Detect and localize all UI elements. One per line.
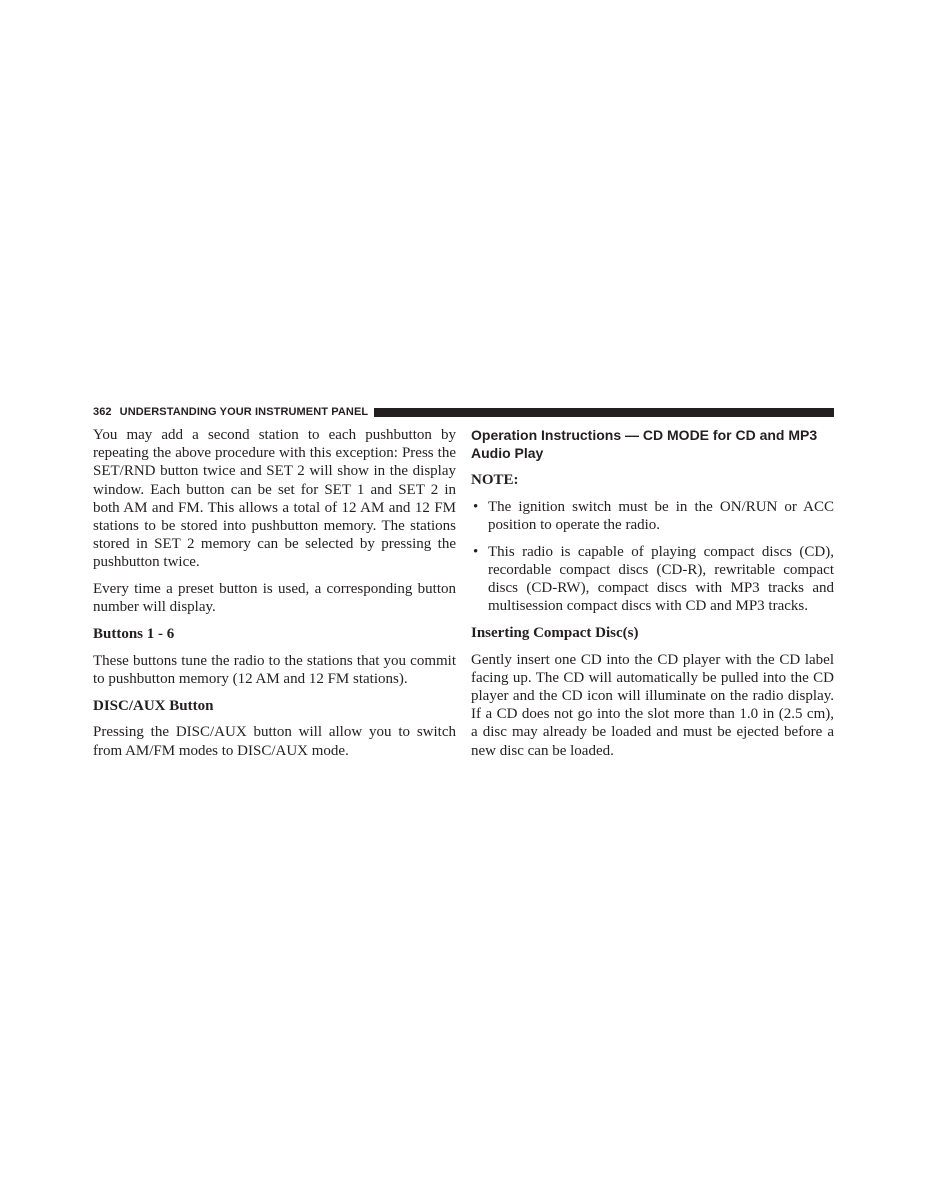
paragraph-inserting-discs: Gently insert one CD into the CD player with the CD label facing up. The CD will automatically be pulled into the CD player and the CD icon will illuminate on the radio display. If a CD does not go into the slot more than 1.0 in (2.5 cm), a disc may already be loaded and must be ejected before a new disc can be loaded. [471,651,834,759]
heading-buttons-1-6: Buttons 1 - 6 [93,626,175,643]
bullet-icon: • [473,543,479,560]
bullet-text: The ignition switch must be in the ON/RUN or ACC position to operate the radio. [488,498,834,533]
list-item [471,498,834,534]
paragraph-second-station: You may add a second station to each pushbutton by repeating the above procedure with this exception: Press the SET/RND button twice and SET 2 will show in the display window. Each button can be set for SET 1 and SET 2 in both AM and FM. This allows a total of 12 AM and 12 FM stations to be stored into pushbutton memory. The stations stored in SET 2 memory can be selected by pressing the pushbutton twice. [93,427,456,571]
right-column [471,426,834,768]
list-item [471,543,834,616]
paragraph-buttons-1-6: These buttons tune the radio to the stations that you commit to pushbutton memory (12 AM and 12 FM stations). [93,652,456,687]
heading-cd-mode: Operation Instructions — CD MODE for CD and MP3 Audio Play [471,427,818,461]
heading-disc-aux-button: DISC/AUX Button [93,697,214,714]
paragraph-disc-aux: Pressing the DISC/AUX button will allow you to switch from AM/FM modes to DISC/AUX mode. [93,724,456,759]
header-rule [374,408,834,417]
page-header [93,405,834,419]
heading-inserting-discs: Inserting Compact Disc(s) [471,624,639,641]
paragraph-preset-display: Every time a preset button is used, a corresponding button number will display. [93,581,456,616]
section-title: UNDERSTANDING YOUR INSTRUMENT PANEL [119,406,369,418]
bullet-text: This radio is capable of playing compact discs (CD), recordable compact discs (CD-R), rewritable compact discs (CD-RW), compact discs with MP3 tracks and multisession compact discs with CD and MP3 tracks. [488,543,834,615]
note-bullet-list [471,498,834,616]
note-label: NOTE: [471,472,519,488]
bullet-icon: • [473,498,479,515]
left-column [93,426,456,768]
page-number: 362 [93,406,112,418]
